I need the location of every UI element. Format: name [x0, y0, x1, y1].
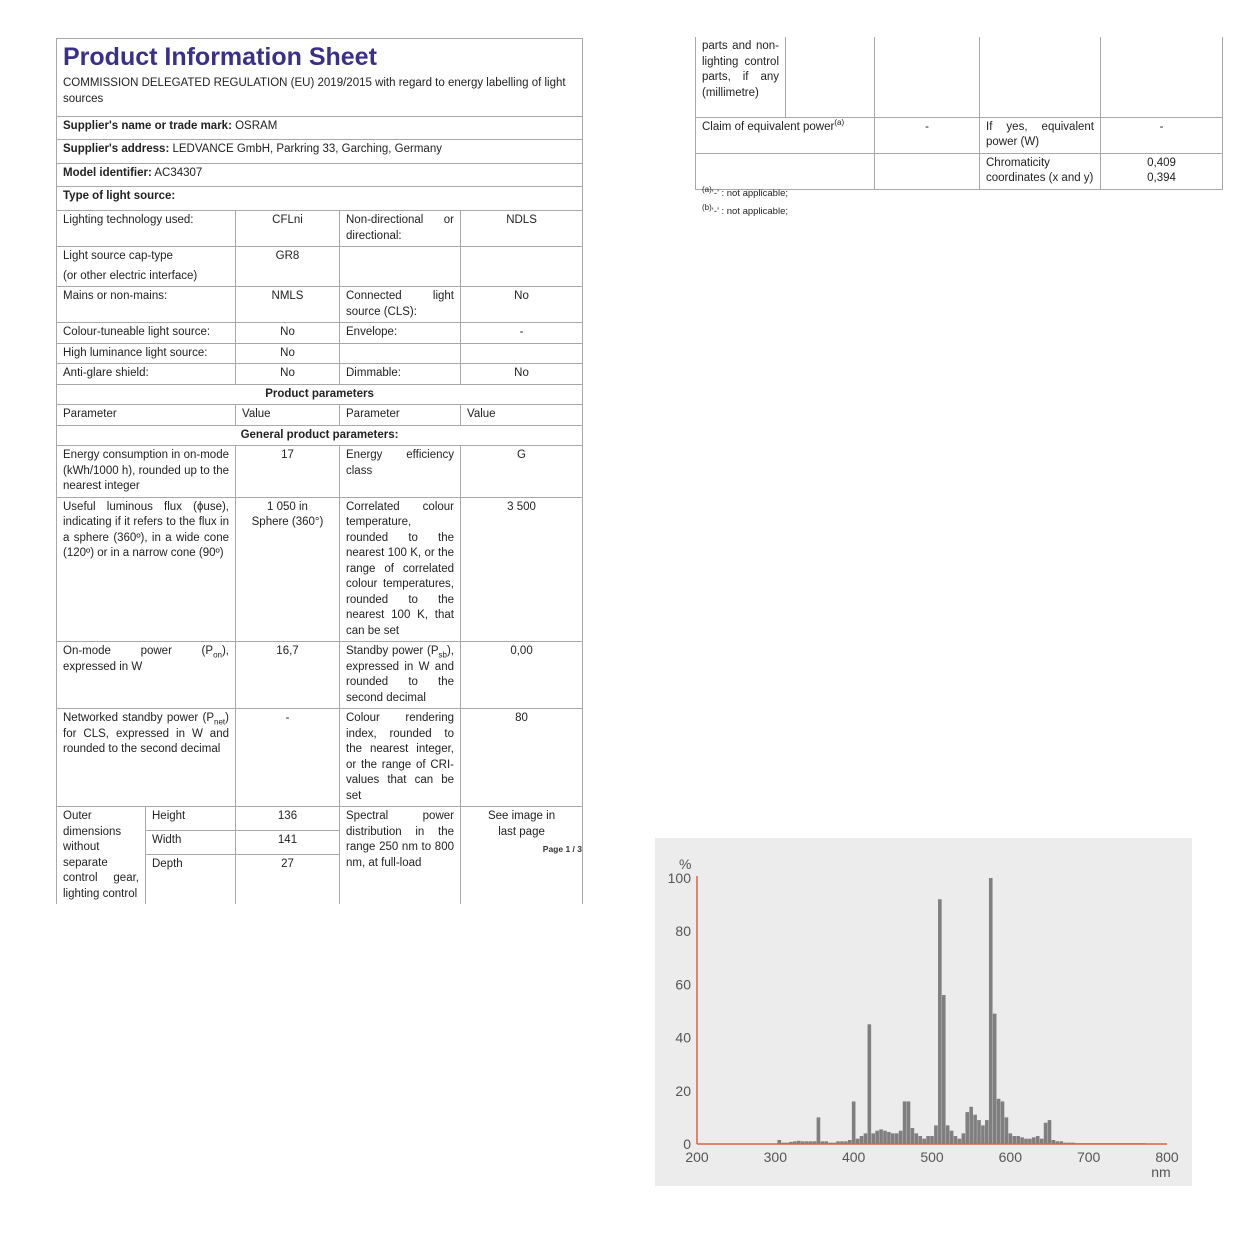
dimensions-continued-label: parts and non-lighting control parts, if any (millimetre) [696, 37, 786, 117]
width-value: 141 [236, 831, 340, 855]
y-tick-label: 40 [675, 1029, 691, 1046]
colour-tuneable-label: Colour-tuneable light source: [57, 323, 236, 344]
spectrum-bar [852, 1101, 856, 1144]
outer-dimensions-label: Outer dimensions without separate control gear, lighting control [57, 807, 146, 905]
col-header-value-2: Value [461, 405, 583, 426]
high-luminance-value: No [236, 343, 340, 364]
x-tick-label: 300 [763, 1149, 788, 1165]
cri-label: Colour rendering index, rounded to the nearest integer, or the range of CRI-values that can be set [340, 709, 461, 807]
general-parameters-heading: General product parameters: [57, 425, 583, 446]
col-header-value: Value [236, 405, 340, 426]
directional-value: NDLS [461, 211, 583, 247]
supplier-name: OSRAM [235, 120, 278, 132]
spectrum-bar [891, 1133, 895, 1144]
empty-cell [786, 37, 875, 117]
footnote-b: $^{(b)}$‘-’ : not applicable; [702, 202, 788, 217]
spectrum-bar [911, 1128, 915, 1144]
col-header-parameter-2: Parameter [340, 405, 461, 426]
page-title: Product Information Sheet [63, 43, 377, 71]
equivalent-power-value: - [875, 117, 980, 153]
mains-value: NMLS [236, 287, 340, 323]
empty-cell [696, 153, 875, 189]
spectrum-bar [1032, 1137, 1036, 1144]
spectrum-bar [1024, 1139, 1028, 1144]
height-value: 136 [236, 807, 340, 831]
spectrum-bar [903, 1101, 907, 1144]
spectral-power-value: See image in last page [461, 807, 583, 905]
spectrum-bar [864, 1133, 868, 1144]
spectrum-bar [946, 1125, 950, 1144]
x-tick-label: 600 [998, 1149, 1023, 1165]
envelope-value: - [461, 323, 583, 344]
depth-value: 27 [236, 855, 340, 904]
cls-value: No [461, 287, 583, 323]
spectrum-bar [930, 1136, 934, 1144]
y-tick-label: 80 [675, 923, 691, 940]
spectrum-bar [817, 1117, 821, 1144]
spectrum-bar [962, 1133, 966, 1144]
spectrum-bar [993, 1014, 997, 1144]
dimmable-label: Dimmable: [340, 364, 461, 385]
dimmable-value: No [461, 364, 583, 385]
mains-label: Mains or non-mains: [57, 287, 236, 323]
cri-value: 80 [461, 709, 583, 807]
spectral-power-svg [655, 838, 1192, 1186]
model-identifier-row: Model identifier: AC34307 [57, 164, 583, 187]
x-tick-label: 200 [685, 1149, 709, 1165]
spectrum-bar [1040, 1139, 1044, 1144]
spectrum-bar [1009, 1133, 1013, 1144]
empty-cell [461, 343, 583, 364]
bars-group [777, 878, 1145, 1144]
on-mode-power-label: On-mode power $(P_{on})$, expressed in W [57, 642, 236, 709]
y-tick-label: 0 [683, 1136, 691, 1152]
lighting-technology-value: CFLni [236, 211, 340, 247]
spectrum-bar [926, 1136, 930, 1144]
standby-power-value: 0,00 [461, 642, 583, 709]
standby-power-label: Standby power $(P_{sb})$, expressed in W and rounded to the second decimal [340, 642, 461, 709]
spectrum-bar [977, 1120, 981, 1144]
spectrum-bar [1036, 1136, 1040, 1144]
luminous-flux-value: 1 050 in Sphere (360°) [236, 497, 340, 642]
product-info-table [56, 38, 583, 904]
y-axis-label: % [679, 856, 692, 872]
spectrum-bar [973, 1115, 977, 1144]
model-identifier: AC34307 [154, 167, 203, 179]
spectrum-bar [954, 1136, 958, 1144]
x-axis-label: nm [1151, 1164, 1171, 1180]
spectrum-bar [1044, 1123, 1048, 1144]
y-tick-label: 100 [667, 870, 691, 886]
tick-labels-group [668, 870, 1179, 1165]
spectrum-bar [922, 1139, 926, 1144]
spectrum-bar [887, 1132, 891, 1144]
spectrum-bar [871, 1133, 875, 1144]
spectrum-bar [1028, 1139, 1032, 1144]
spectrum-bar [895, 1133, 899, 1144]
spectrum-bar [934, 1125, 938, 1144]
empty-cell [875, 153, 980, 189]
y-tick-label: 60 [675, 976, 691, 993]
supplier-name-row: Supplier's name or trade mark: OSRAM [57, 117, 583, 140]
spectrum-bar [856, 1139, 860, 1144]
spectrum-bar [883, 1131, 887, 1144]
spectrum-bar [958, 1139, 962, 1144]
energy-consumption-label: Energy consumption in on-mode (kWh/1000 h), rounded up to the nearest integer [57, 446, 236, 498]
chromaticity-label: Chromaticity coordinates (x and y) [980, 153, 1101, 189]
energy-consumption-value: 17 [236, 446, 340, 498]
spectrum-bar [965, 1112, 969, 1144]
spectrum-bar [879, 1129, 883, 1144]
width-label: Width [146, 831, 236, 855]
continuation-table [695, 37, 1223, 190]
empty-cell [340, 343, 461, 364]
anti-glare-label: Anti-glare shield: [57, 364, 236, 385]
high-luminance-label: High luminance light source: [57, 343, 236, 364]
spectrum-bar [918, 1136, 922, 1144]
x-tick-label: 500 [920, 1149, 944, 1165]
spectrum-bar [989, 878, 993, 1144]
product-parameters-heading: Product parameters [57, 384, 583, 405]
supplier-address: LEDVANCE GmbH, Parkring 33, Garching, Germany [172, 143, 442, 155]
footnote-a: $^{(a)}$‘-’ : not applicable; [702, 184, 788, 199]
networked-standby-value: - [236, 709, 340, 807]
networked-standby-label: Networked standby power $(P_{net})$ for CLS, expressed in W and rounded to the second decimal [57, 709, 236, 807]
y-tick-label: 20 [675, 1082, 691, 1099]
envelope-label: Envelope: [340, 323, 461, 344]
spectrum-bar [942, 995, 946, 1144]
spectrum-bar [1020, 1137, 1024, 1144]
cct-value: 3 500 [461, 497, 583, 642]
spectral-power-label: Spectral power distribution in the range 250 nm to 800 nm, at full-load [340, 807, 461, 905]
empty-cell [461, 247, 583, 287]
anti-glare-value: No [236, 364, 340, 385]
efficiency-class-label: Energy efficiency class [340, 446, 461, 498]
page-number: Page 1 / 3 [542, 844, 582, 854]
spectrum-bar [969, 1107, 973, 1144]
spectrum-bar [915, 1133, 919, 1144]
spectrum-bar [950, 1131, 954, 1144]
empty-cell [980, 37, 1101, 117]
colour-tuneable-value: No [236, 323, 340, 344]
spectrum-bar [875, 1131, 879, 1144]
on-mode-power-value: 16,7 [236, 642, 340, 709]
col-header-parameter: Parameter [57, 405, 236, 426]
x-tick-label: 800 [1155, 1149, 1179, 1165]
spectrum-bar [868, 1024, 872, 1144]
if-yes-equivalent-label: If yes, equivalent power (W) [980, 117, 1101, 153]
empty-cell [340, 247, 461, 287]
height-label: Height [146, 807, 236, 831]
cls-label: Connected light source (CLS): [340, 287, 461, 323]
spectral-power-chart [655, 838, 1192, 1186]
spectrum-bar [899, 1131, 903, 1144]
supplier-address-row: Supplier's address: LEDVANCE GmbH, Parkring 33, Garching, Germany [57, 140, 583, 164]
spectrum-bar [1001, 1101, 1005, 1144]
spectrum-bar [1048, 1120, 1052, 1144]
chromaticity-value: 0,409 0,394 [1101, 153, 1223, 189]
lighting-technology-label: Lighting technology used: [57, 211, 236, 247]
spectrum-bar [1016, 1136, 1020, 1144]
luminous-flux-label: Useful luminous flux (ϕuse), indicating if it refers to the flux in a sphere (360º), in a wide cone (120º) or in a narrow cone (90º) [57, 497, 236, 642]
efficiency-class-value: G [461, 446, 583, 498]
x-tick-label: 400 [841, 1149, 866, 1165]
spectrum-bar [981, 1125, 985, 1144]
header-cell [57, 39, 583, 117]
empty-cell [1101, 37, 1223, 117]
if-yes-equivalent-value: - [1101, 117, 1223, 153]
spectrum-bar [997, 1099, 1001, 1144]
spectrum-bar [938, 899, 942, 1144]
x-tick-label: 700 [1076, 1149, 1101, 1165]
empty-cell [875, 37, 980, 117]
spectrum-bar [985, 1120, 989, 1144]
spectrum-bar [1012, 1136, 1016, 1144]
spectrum-bar [860, 1136, 864, 1144]
depth-label: Depth [146, 855, 236, 904]
cap-type-label: Light source cap-type (or other electric interface) [57, 247, 236, 287]
spectrum-bar [907, 1101, 911, 1144]
regulation-text: COMMISSION DELEGATED REGULATION (EU) 2019/2015 with regard to energy labelling of light sources [63, 77, 566, 105]
directional-label: Non-directional or directional: [340, 211, 461, 247]
spectrum-bar [1005, 1117, 1009, 1144]
cct-label: Correlated colour temperature, rounded to the nearest 100 K, or the range of correlated colour temperatures, rounded to the nearest 100 K, that can be set [340, 497, 461, 642]
type-of-light-source-heading: Type of light source: [57, 187, 583, 211]
equivalent-power-label: Claim of equivalent power$^{(a)}$ [696, 117, 875, 153]
cap-type-value: GR8 [236, 247, 340, 287]
